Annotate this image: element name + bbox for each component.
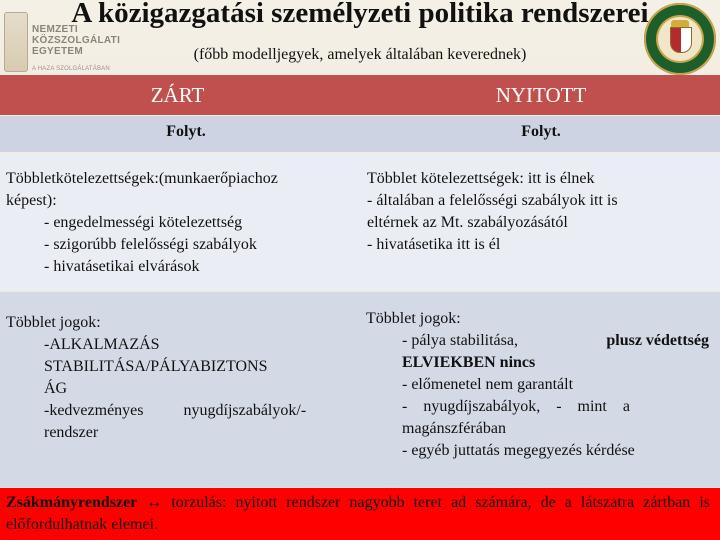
cell-open-rights <box>366 308 709 462</box>
page-title: A közigazgatási személyzeti politika rendszerei <box>71 0 649 29</box>
emphasis-text: ELVIEKBEN nincs <box>402 354 536 371</box>
list-item: - egyéb juttatás megegyezés kérdése <box>402 442 635 459</box>
column-header-open: NYITOTT <box>495 83 587 107</box>
list-item: - engedelmességi kötelezettség <box>44 214 243 231</box>
university-crest-icon <box>4 12 28 72</box>
text-line: Többlet kötelezettségek: itt is élnek <box>367 170 595 187</box>
text-line: Többlet jogok: <box>366 310 461 327</box>
cell-closed-obligations <box>6 168 358 278</box>
logo-line-2: KÖZSZOLGÁLATI <box>32 35 121 46</box>
list-item: - nyugdíjszabályok, - mint a <box>402 398 630 415</box>
text-line: Többlet jogok: <box>6 314 101 331</box>
list-item: - szigorúbb felelősségi szabályok <box>44 236 257 253</box>
text-line: magánszférában <box>402 420 506 437</box>
text-line: Többletkötelezettségek:(munkaerőpiachoz <box>6 170 278 187</box>
list-item <box>366 330 709 352</box>
double-arrow-icon: ↔ <box>146 494 163 511</box>
list-item: - előmenetel nem garantált <box>402 376 574 393</box>
footer-text <box>6 492 710 536</box>
list-item: - hivatásetikai elvárások <box>44 258 200 275</box>
table-row <box>0 116 720 152</box>
list-item: -kedvezményes nyugdíjszabályok/- <box>44 402 307 419</box>
list-item: -ALKALMAZÁS <box>44 336 160 353</box>
cell-open-obligations <box>367 168 709 256</box>
logo-line-1: NEMZETI <box>32 24 78 35</box>
logo-line-3: EGYETEM <box>32 46 83 57</box>
logo-subtitle: A HAZA SZOLGÁLATÁBAN <box>32 66 110 72</box>
text-line: STABILITÁSA/PÁLYABIZTONS <box>44 358 268 375</box>
emphasis-text: plusz védettség <box>606 332 709 349</box>
text-line: eltérnek az Mt. szabályozásától <box>367 214 568 231</box>
list-item: - általában a felelősségi szabályok itt is <box>367 192 618 209</box>
text-fragment: - pálya stabilitása, <box>402 332 518 349</box>
cell-open-continued: Folyt. <box>521 123 561 140</box>
footer-rest: torzulás: nyitott rendszer nagyobb teret ad számára, de a látszatra zártban is előfordulhatnak elemei. <box>6 494 711 533</box>
text-line: rendszer <box>44 424 99 441</box>
text-line: képest): <box>6 192 57 209</box>
cell-closed-continued: Folyt. <box>166 123 206 140</box>
list-item: - hivatásetika itt is él <box>367 236 501 253</box>
text-line: ÁG <box>44 380 68 397</box>
page-subtitle: (főbb modelljegyek, amelyek általában keverednek) <box>193 46 527 63</box>
column-header-closed: ZÁRT <box>150 83 205 107</box>
table-header-row <box>0 75 720 115</box>
cell-closed-rights <box>6 312 358 444</box>
footer-keyword: Zsákmányrendszer <box>6 494 138 511</box>
